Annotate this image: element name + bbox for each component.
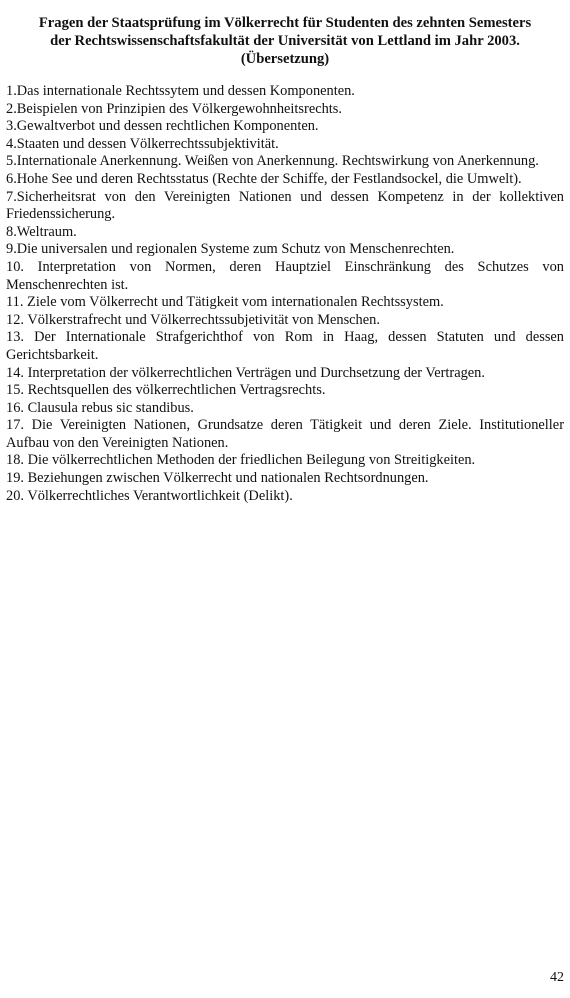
- title-line-2: der Rechtswissenschaftsfakultät der Universität von Lettland im Jahr 2003.: [50, 33, 520, 49]
- question-item: 11. Ziele vom Völkerrecht und Tätigkeit vom internationalen Rechtssystem.: [6, 294, 444, 311]
- question-item: 9.Die universalen und regionalen Systeme zum Schutz von Menschenrechten.: [6, 241, 455, 258]
- question-item: 18. Die völkerrechtlichen Methoden der friedlichen Beilegung von Streitigkeiten.: [6, 452, 476, 469]
- question-item: 17. Die Vereinigten Nationen, Grundsatze deren Tätigkeit und deren Ziele. Institutioneller Aufbau von den Vereinigten Nationen.: [6, 417, 564, 451]
- question-item: 19. Beziehungen zwischen Völkerrecht und nationalen Rechtsordnungen.: [6, 470, 429, 487]
- question-item: 12. Völkerstrafrecht und Völkerrechtssubjetivität von Menschen.: [6, 311, 380, 328]
- question-item: 2.Beispielen von Prinzipien des Völkergewohnheitsrechts.: [6, 100, 342, 117]
- question-list: [6, 83, 564, 505]
- title-line-3: (Übersetzung): [240, 51, 330, 67]
- question-item: 6.Hohe See und deren Rechtsstatus (Rechte der Schiffe, der Festlandsockel, die Umwelt).: [6, 170, 522, 187]
- page-number: 42: [550, 970, 564, 985]
- question-item: 5.Internationale Anerkennung. Weißen von Anerkennung. Rechtswirkung von Anerkennung.: [6, 153, 539, 170]
- question-item: 14. Interpretation der völkerrechtlichen Verträgen und Durchsetzung der Vertragen.: [6, 364, 485, 381]
- question-item: 16. Clausula rebus sic standibus.: [6, 399, 194, 416]
- question-item: 8.Weltraum.: [6, 223, 77, 240]
- question-item: 7.Sicherheitsrat von den Vereinigten Nationen und dessen Kompetenz in der kollektiven Friedenssicherung.: [6, 188, 564, 223]
- question-item: 20. Völkerrechtliches Verantwortlichkeit (Delikt).: [6, 487, 293, 504]
- question-item: 13. Der Internationale Strafgerichthof von Rom in Haag, dessen Statuten und dessen Gerichtsbarkeit.: [6, 329, 564, 363]
- question-item: 1.Das internationale Rechtssytem und dessen Komponenten.: [6, 83, 355, 99]
- question-item: 4.Staaten und dessen Völkerrechtssubjektivität.: [6, 135, 279, 152]
- question-item: 3.Gewaltverbot und dessen rechtlichen Komponenten.: [6, 118, 319, 135]
- question-item: 10. Interpretation von Normen, deren Hauptziel Einschränkung des Schutzes von Menschenrechten ist.: [6, 258, 564, 293]
- document-title: [8, 14, 562, 68]
- title-line-1: Fragen der Staatsprüfung im Völkerrecht für Studenten des zehnten Semesters: [38, 15, 532, 31]
- question-item: 15. Rechtsquellen des völkerrechtlichen Vertragsrechts.: [6, 382, 326, 399]
